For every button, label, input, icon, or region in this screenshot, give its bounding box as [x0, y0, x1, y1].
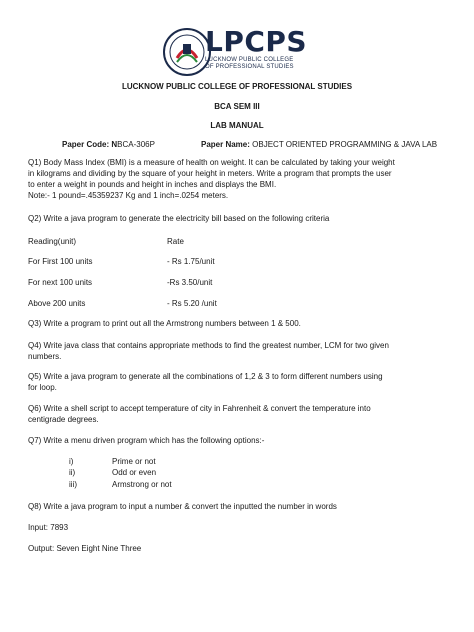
semester-heading: BCA SEM III	[214, 102, 260, 111]
q7-text: Q7) Write a menu driven program which has the following options:-	[28, 436, 265, 445]
q1-line-2: in kilograms and dividing by the square of your height in meters. Write a program that prompts the user	[28, 169, 392, 178]
paper-name	[201, 139, 437, 150]
logo-abbreviation: LPCPS	[205, 25, 308, 58]
q2-row-rate: - Rs 5.20 /unit	[167, 299, 217, 308]
q7-option-text: Odd or even	[112, 468, 157, 477]
q2-table-header-unit: Reading(unit)	[28, 237, 77, 246]
logo-subtitle-2: OF PROFESSIONAL STUDIES	[205, 64, 294, 70]
paper-code-value: BCA-306P	[117, 140, 155, 149]
paper-name-label: Paper Name:	[201, 140, 250, 149]
q2-text: Q2) Write a java program to generate the electricity bill based on the following criteria	[28, 214, 330, 223]
q2-row-rate: - Rs 1.75/unit	[167, 257, 215, 266]
q7-option-text: Armstrong or not	[112, 480, 172, 489]
q8-text: Q8) Write a java program to input a number & convert the inputted the number in words	[28, 502, 337, 511]
paper-code-label: Paper Code: NBCA-306P	[62, 140, 155, 149]
manual-heading: LAB MANUAL	[210, 121, 264, 130]
q1-line-3: to enter a weight in pounds and height in inches and displays the BMI.	[28, 180, 277, 189]
logo-subtitle-1: LUCKNOW PUBLIC COLLEGE	[205, 57, 294, 63]
college-name: LUCKNOW PUBLIC COLLEGE OF PROFESSIONAL STUDIES	[121, 82, 353, 91]
q2-row-unit: For First 100 units	[28, 257, 93, 266]
q6-line-2: centigrade degrees.	[28, 415, 99, 424]
q5-line-1: Q5) Write a java program to generate all the combinations of 1,2 & 3 to form different numbers using	[28, 372, 383, 381]
q5-line-2: for loop.	[28, 383, 57, 392]
q7-option-number: iii)	[69, 480, 77, 489]
q7-option-text: Prime or not	[112, 457, 156, 466]
q2-table-header-rate: Rate	[167, 237, 184, 246]
q6-line-1: Q6) Write a shell script to accept temperature of city in Fahrenheit & convert the temperature into	[28, 404, 371, 413]
q2-row-rate: -Rs 3.50/unit	[167, 278, 213, 287]
q2-row-unit: Above 200 units	[28, 299, 86, 308]
q1-line-1: Q1) Body Mass Index (BMI) is a measure of health on weight. It can be calculated by taking your weight	[28, 158, 395, 167]
q8-output-example: Output: Seven Eight Nine Three	[28, 544, 142, 553]
q2-row-unit: For next 100 units	[28, 278, 93, 287]
q4-line-1: Q4) Write java class that contains appropriate methods to find the greatest number, LCM for two given	[28, 341, 389, 350]
paper-name-value: OBJECT ORIENTED PROGRAMMING & JAVA LAB	[252, 140, 438, 149]
q7-option-number: i)	[69, 457, 74, 466]
q8-input-example: Input: 7893	[28, 523, 69, 532]
q3-text: Q3) Write a program to print out all the Armstrong numbers between 1 & 500.	[28, 319, 301, 328]
q1-note: Note:- 1 pound=.45359237 Kg and 1 inch=.0254 meters.	[28, 191, 229, 200]
college-logo-text	[205, 27, 307, 71]
q7-option-number: ii)	[69, 468, 76, 477]
q4-line-2: numbers.	[28, 352, 62, 361]
